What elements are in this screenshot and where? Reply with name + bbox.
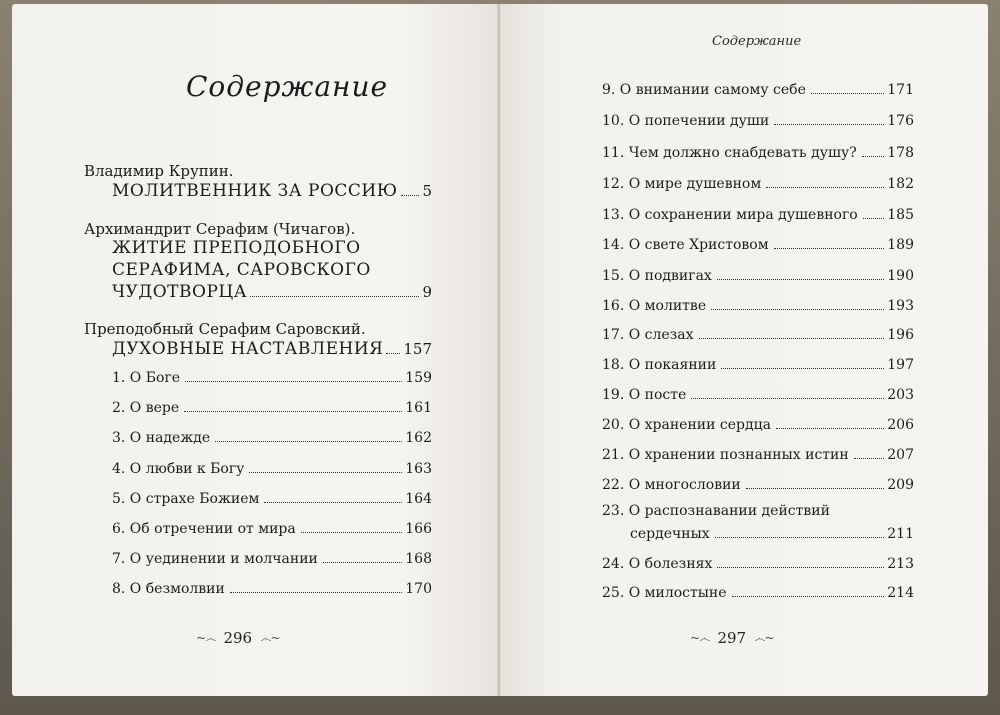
page-ref: 157 xyxy=(403,340,432,358)
toc-entry xyxy=(602,387,914,403)
leader-dots xyxy=(250,296,419,297)
leader-dots xyxy=(185,381,402,382)
entry-title: 8. О безмолвии xyxy=(112,581,225,597)
leader-dots xyxy=(264,502,402,503)
toc-entry xyxy=(602,207,914,223)
page-ref: 211 xyxy=(887,526,914,542)
toc-entry xyxy=(602,327,914,343)
entry-title: 9. О внимании самому себе xyxy=(602,82,806,98)
toc-entry-continued xyxy=(630,526,914,542)
toc-entry xyxy=(602,503,914,519)
leader-dots xyxy=(717,567,884,568)
page-ref: 171 xyxy=(887,82,914,98)
page-ref: 159 xyxy=(405,370,432,386)
toc-entry xyxy=(602,417,914,433)
toc-entry xyxy=(112,521,432,537)
page-ref: 197 xyxy=(887,357,914,373)
page-ref: 209 xyxy=(887,477,914,493)
leader-dots xyxy=(711,309,884,310)
entry-title: 10. О попечении души xyxy=(602,113,770,129)
leader-dots xyxy=(774,124,884,125)
toc-entry xyxy=(112,370,432,386)
ornament-icon: ෴~ xyxy=(754,630,774,645)
entry-title: 11. Чем должно снабдевать душу? xyxy=(602,145,857,161)
entry-title: 4. О любви к Богу xyxy=(112,461,245,477)
page-ref: 163 xyxy=(405,461,432,477)
entry-title: 17. О слезах xyxy=(602,327,694,343)
ornament-icon: ~෴ xyxy=(196,630,216,645)
leader-dots xyxy=(717,279,884,280)
page-ref: 161 xyxy=(405,400,432,416)
entry-title: 13. О сохранении мира душевного xyxy=(602,207,858,223)
leader-dots xyxy=(699,338,885,339)
leader-dots xyxy=(691,398,884,399)
leader-dots xyxy=(774,248,885,249)
leader-dots xyxy=(215,441,402,442)
entry-title: 15. О подвигах xyxy=(602,268,712,284)
page-number: 297 xyxy=(717,629,747,647)
toc-entry xyxy=(602,556,914,572)
entry-title: 2. О вере xyxy=(112,400,180,416)
folio-left xyxy=(196,629,280,647)
entry-title: 23. О распознавании действий xyxy=(602,503,830,519)
entry-title: 16. О молитве xyxy=(602,298,707,314)
leader-dots xyxy=(766,187,884,188)
toc-entry xyxy=(602,176,914,192)
page-ref: 214 xyxy=(887,585,914,601)
entry-title: сердечных xyxy=(630,526,710,542)
entry-title: 12. О мире душевном xyxy=(602,176,762,192)
leader-dots xyxy=(249,472,402,473)
leader-dots xyxy=(721,368,884,369)
entry-title: 22. О многословии xyxy=(602,477,741,493)
toc-entry xyxy=(602,145,914,161)
page-ref: 185 xyxy=(887,207,914,223)
toc-entry xyxy=(112,581,432,597)
page-ref: 170 xyxy=(405,581,432,597)
toc-entry xyxy=(602,585,914,601)
author-chichagov: Архимандрит Серафим (Чичагов). xyxy=(84,220,356,238)
toc-entry xyxy=(602,82,914,98)
entry-title: 21. О хранении познанных истин xyxy=(602,447,849,463)
toc-entry xyxy=(112,461,432,477)
page-ref: 168 xyxy=(405,551,432,567)
toc-entry xyxy=(602,298,914,314)
entry-title: 25. О милостыне xyxy=(602,585,727,601)
leader-dots xyxy=(715,537,885,538)
work-nastavleniya xyxy=(112,339,432,359)
page-ref: 193 xyxy=(887,298,914,314)
ornament-icon: ~෴ xyxy=(690,630,710,645)
page-ref: 176 xyxy=(887,113,914,129)
page-ref: 178 xyxy=(887,145,914,161)
toc-entry xyxy=(602,447,914,463)
leader-dots xyxy=(811,93,884,94)
leader-dots xyxy=(184,411,402,412)
work-title: МОЛИТВЕННИК ЗА РОССИЮ xyxy=(112,181,398,201)
work-title: ДУХОВНЫЕ НАСТАВЛЕНИЯ xyxy=(112,339,384,359)
page-number: 296 xyxy=(223,629,253,647)
toc-entry xyxy=(602,357,914,373)
toc-entry xyxy=(112,551,432,567)
leader-dots xyxy=(323,562,402,563)
ornament-icon: ෴~ xyxy=(260,630,280,645)
page-ref: 5 xyxy=(422,182,432,200)
toc-entry xyxy=(112,400,432,416)
toc-entry xyxy=(602,113,914,129)
leader-dots xyxy=(230,592,402,593)
leader-dots xyxy=(776,428,884,429)
page-ref: 182 xyxy=(887,176,914,192)
page-title: Содержание xyxy=(186,70,389,103)
toc-entry xyxy=(112,430,432,446)
work-zhitie xyxy=(112,282,432,302)
entry-title: 3. О надежде xyxy=(112,430,211,446)
leader-dots xyxy=(301,532,403,533)
entry-title: 14. О свете Христовом xyxy=(602,237,769,253)
toc-entry xyxy=(602,477,914,493)
page-ref: 213 xyxy=(887,556,914,572)
running-head: Содержание xyxy=(712,34,802,49)
toc-entry xyxy=(602,268,914,284)
leader-dots xyxy=(854,458,885,459)
page-ref: 206 xyxy=(887,417,914,433)
author-krupin: Владимир Крупин. xyxy=(84,162,234,180)
leader-dots xyxy=(732,596,885,597)
page-ref: 207 xyxy=(887,447,914,463)
page-ref: 9 xyxy=(422,283,432,301)
entry-title: 24. О болезнях xyxy=(602,556,713,572)
entry-title: 1. О Боге xyxy=(112,370,181,386)
page-ref: 203 xyxy=(887,387,914,403)
entry-title: 19. О посте xyxy=(602,387,687,403)
author-seraphim: Преподобный Серафим Саровский. xyxy=(84,320,366,338)
page-ref: 166 xyxy=(405,521,432,537)
entry-title: 5. О страхе Божием xyxy=(112,491,260,507)
leader-dots xyxy=(862,156,885,157)
entry-title: 20. О хранении сердца xyxy=(602,417,771,433)
folio-right xyxy=(690,629,774,647)
page-ref: 162 xyxy=(405,430,432,446)
page-ref: 164 xyxy=(405,491,432,507)
page-ref: 196 xyxy=(887,327,914,343)
work-molitvennik xyxy=(112,181,432,201)
toc-entry xyxy=(602,237,914,253)
toc-entry xyxy=(112,491,432,507)
page-ref: 190 xyxy=(887,268,914,284)
work-line-2: СЕРАФИМА, САРОВСКОГО xyxy=(112,260,371,280)
leader-dots xyxy=(863,218,885,219)
leader-dots xyxy=(401,195,420,196)
entry-title: 6. Об отречении от мира xyxy=(112,521,296,537)
leader-dots xyxy=(746,488,885,489)
leader-dots xyxy=(386,353,400,354)
work-line-1: ЖИТИЕ ПРЕПОДОБНОГО xyxy=(112,238,361,258)
page-ref: 189 xyxy=(887,237,914,253)
entry-title: 7. О уединении и молчании xyxy=(112,551,318,567)
work-title: ЧУДОТВОРЦА xyxy=(112,282,248,302)
entry-title: 18. О покаянии xyxy=(602,357,717,373)
